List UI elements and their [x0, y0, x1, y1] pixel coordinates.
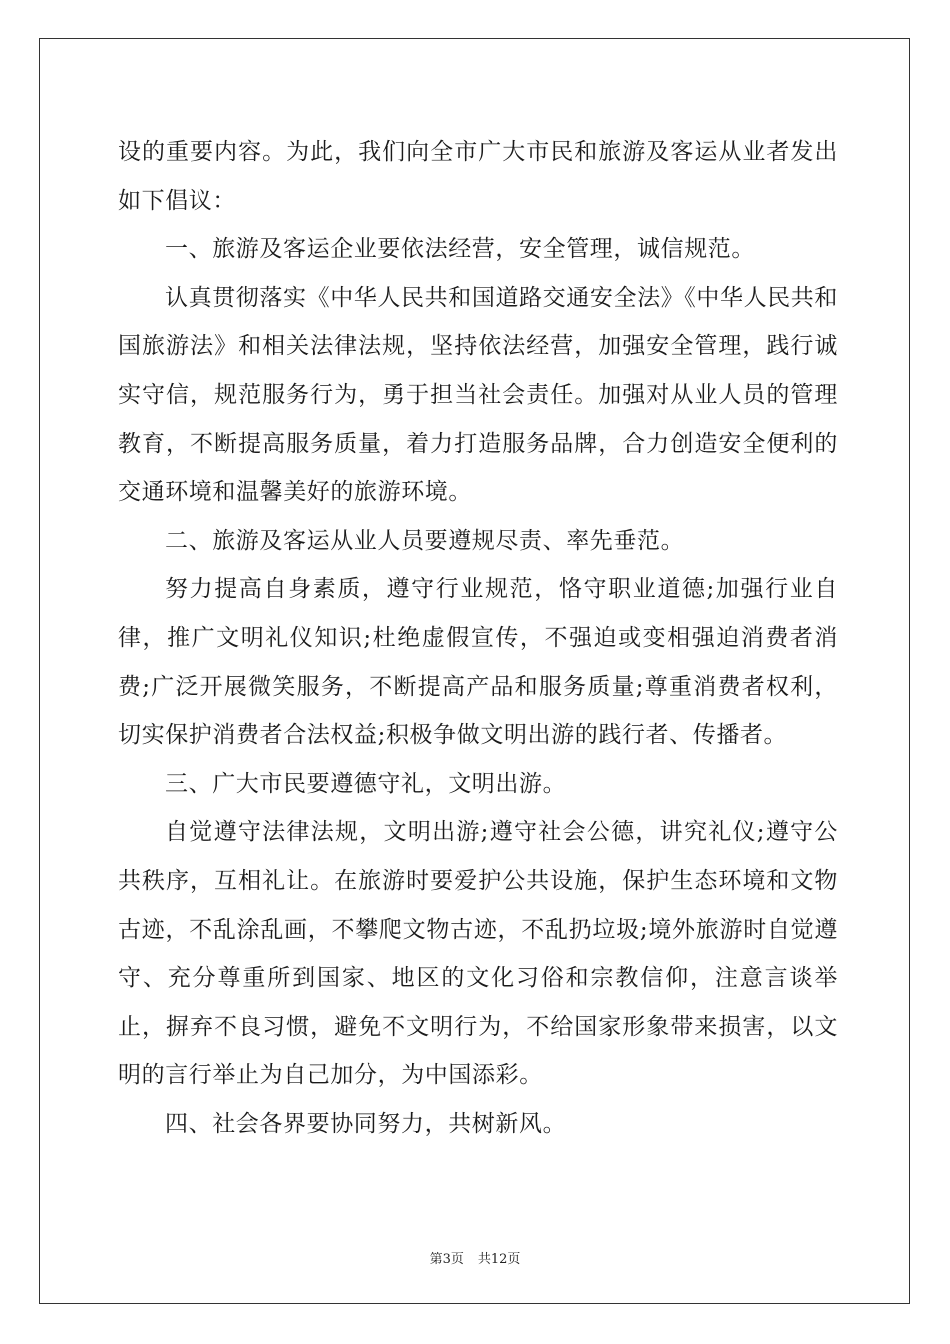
paragraph-3: 努力提高自身素质，遵守行业规范，恪守职业道德;加强行业自律，推广文明礼仪知识;杜绝虚假宣传，不强迫或变相强迫消费者消费;广泛开展微笑服务，不断提高产品和服务质量;尊重消费者权利，切实保护消费者合法权益;积极争做文明出游的践行者、传播者。 — [118, 576, 838, 749]
page-footer — [0, 1248, 950, 1267]
document-body — [118, 128, 838, 1148]
heading-1: 一、旅游及客运企业要依法经营，安全管理，诚信规范。 — [165, 236, 755, 263]
paragraph-2: 认真贯彻落实《中华人民共和国道路交通安全法》《中华人民共和国旅游法》和相关法律法规，坚持依法经营，加强安全管理，践行诚实守信，规范服务行为，勇于担当社会责任。加强对从业人员的管理教育，不断提高服务质量，着力打造服务品牌，合力创造安全便利的交通环境和温馨美好的旅游环境。 — [118, 284, 838, 506]
heading-2: 二、旅游及客运从业人员要遵规尽责、率先垂范。 — [165, 527, 685, 554]
paragraph-1: 设的重要内容。为此，我们向全市广大市民和旅游及客运从业者发出如下倡议： — [118, 139, 838, 214]
heading-4: 四、社会各界要协同努力，共树新风。 — [165, 1110, 567, 1137]
paragraph-4: 自觉遵守法律法规，文明出游;遵守社会公德，讲究礼仪;遵守公共秩序，互相礼让。在旅游时要爱护公共设施，保护生态环境和文物古迹，不乱涂乱画，不攀爬文物古迹，不乱扔垃圾;境外旅游时自觉遵守、充分尊重所到国家、地区的文化习俗和宗教信仰，注意言谈举止，摒弃不良习惯，避免不文明行为，不给国家形象带来损害，以文明的言行举止为自己加分，为中国添彩。 — [118, 819, 838, 1089]
total-page-count: 共12页 — [477, 1252, 521, 1267]
heading-3: 三、广大市民要遵德守礼，文明出游。 — [165, 770, 567, 797]
current-page-number: 第3页 — [429, 1252, 464, 1267]
